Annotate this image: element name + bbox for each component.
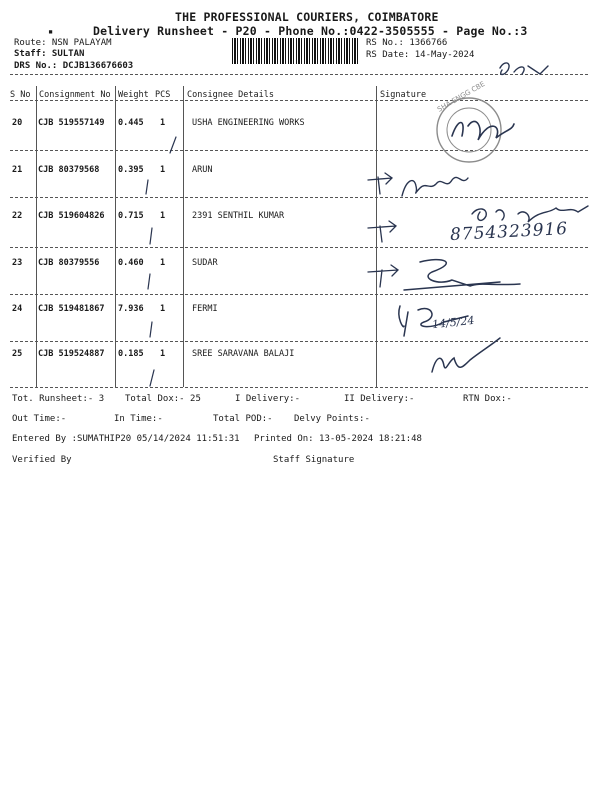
row-consignee: 2391 SENTHIL KUMAR <box>192 211 285 221</box>
rtn-dox: RTN Dox:- <box>463 394 512 404</box>
i-delivery: I Delivery:- <box>235 394 301 404</box>
row-weight: 0.460 <box>118 258 144 268</box>
handwritten-date: 14/5/24 <box>431 313 475 332</box>
row-weight: 0.715 <box>118 211 144 221</box>
row-consignment: CJB 519604826 <box>38 211 105 221</box>
marker-dot: ▪ <box>48 26 54 36</box>
row-sno: 20 <box>12 118 23 128</box>
company-title: THE PROFESSIONAL COURIERS, COIMBATORE <box>175 10 439 24</box>
tick-mark <box>170 137 176 153</box>
col-header-weight: Weight <box>118 90 149 100</box>
drs-number: DRS No.: DCJB136676603 <box>14 61 134 71</box>
col-header-pcs: PCS <box>155 90 171 100</box>
row-pcs: 1 <box>160 165 166 175</box>
row-pcs: 1 <box>160 118 166 128</box>
row-sno: 25 <box>12 349 23 359</box>
row-pcs: 1 <box>160 304 166 314</box>
row-weight: 0.445 <box>118 118 144 128</box>
row-weight: 0.185 <box>118 349 144 359</box>
col-header-consignment: Consignment No <box>39 90 111 100</box>
row-weight: 7.936 <box>118 304 144 314</box>
delvy-points: Delvy Points:- <box>294 414 370 424</box>
col-header-signature: Signature <box>380 90 427 100</box>
handwritten-phone: 8754323916 <box>449 218 569 246</box>
total-dox: Total Dox:- 25 <box>125 394 201 404</box>
row-sno: 23 <box>12 258 23 268</box>
row-pcs: 1 <box>160 211 166 221</box>
row-weight: 0.395 <box>118 165 144 175</box>
verified-by: Verified By <box>12 455 72 465</box>
row-sno: 24 <box>12 304 23 314</box>
row-consignment: CJB 519481867 <box>38 304 105 314</box>
printed-on: Printed On: 13-05-2024 18:21:48 <box>254 434 422 444</box>
tot-runsheet: Tot. Runsheet:- 3 <box>12 394 105 404</box>
rs-number: RS No.: 1366766 <box>366 38 448 48</box>
col-header-consignee: Consignee Details <box>187 90 274 100</box>
row-pcs: 1 <box>160 258 166 268</box>
route-label: Route: NSN PALAYAM <box>14 38 112 48</box>
row-consignee: SUDAR <box>192 258 218 268</box>
runsheet-subtitle: Delivery Runsheet - P20 - Phone No.:0422-3505555 - Page No.:3 <box>93 24 528 38</box>
col-header-sno: S No <box>10 90 31 100</box>
row-consignee: ARUN <box>192 165 213 175</box>
row-consignment: CJB 519557149 <box>38 118 105 128</box>
staff-label: Staff: SULTAN <box>14 49 85 59</box>
row-consignment: CJB 80379556 <box>38 258 100 268</box>
rs-date: RS Date: 14-May-2024 <box>366 50 475 60</box>
entered-by: Entered By :SUMATHIP20 05/14/2024 11:51:31 <box>12 434 240 444</box>
in-time: In Time:- <box>114 414 163 424</box>
row-consignment: CJB 519524887 <box>38 349 105 359</box>
row-consignee: SREE SARAVANA BALAJI <box>192 349 295 359</box>
row-consignee: FERMI <box>192 304 218 314</box>
ii-delivery: II Delivery:- <box>344 394 415 404</box>
row-consignee: USHA ENGINEERING WORKS <box>192 118 305 128</box>
row-pcs: 1 <box>160 349 166 359</box>
total-pod: Total POD:- <box>213 414 273 424</box>
row-consignment: CJB 80379568 <box>38 165 100 175</box>
staff-signature: Staff Signature <box>273 455 355 465</box>
out-time: Out Time:- <box>12 414 67 424</box>
row-sno: 22 <box>12 211 23 221</box>
row-sno: 21 <box>12 165 23 175</box>
stamp-text: SHA ENGG CBE <box>436 80 487 114</box>
